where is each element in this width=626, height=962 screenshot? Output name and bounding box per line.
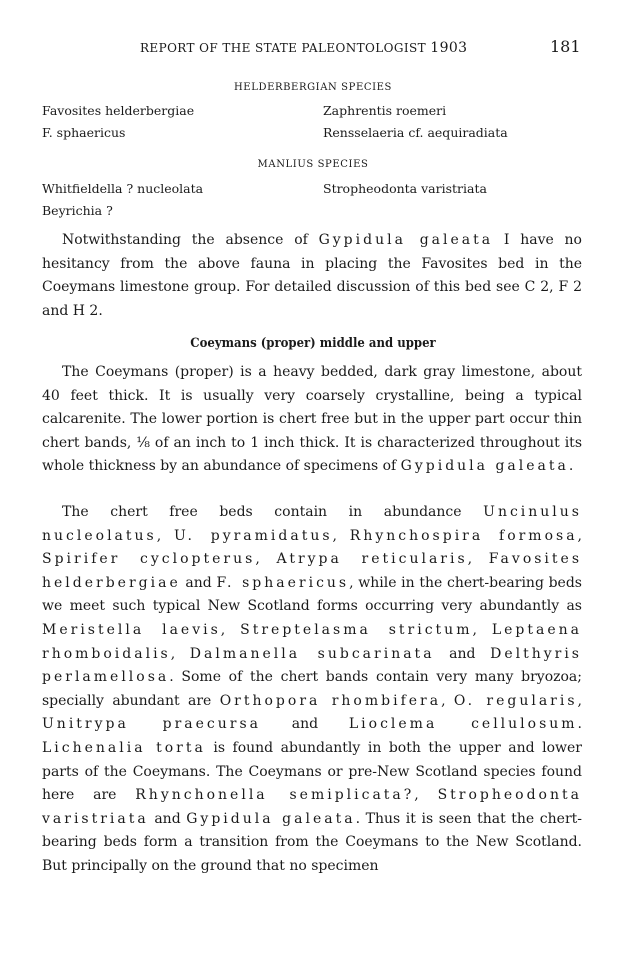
species-name: Gypidula galeata xyxy=(318,232,494,248)
species-name: F. sphaericus xyxy=(216,574,350,591)
page-number: 181 xyxy=(550,37,581,56)
running-header xyxy=(140,40,468,56)
helderbergian-label: HELDERBERGIAN SPECIES xyxy=(233,82,392,93)
species-name: Leptaena rhomboidalis xyxy=(42,621,583,662)
paragraph-chert-beds: The chert free beds contain in abundance Uncinulus nucleolatus, U. pyramidatus, Rhynchospira formosa, Spirifer cyclopterus, Atrypa reticularis, Favosites helderbergiae and F. sphaericus, while in the chert-bearing beds we meet such typical New Scotland forms occurring very abundantly as Meristella laevis, Streptelasma strictum, Leptaena rhomboidalis, Dalmanella subcarinata and Delthyris perlamellosa. Some of the chert bands contain very many bryozoa; specially abundant are Orthopora rhombifera, O. regularis, Unitrypa praecursa and Lioclema cellulosum. Lichenalia torta is found abundantly in both the upper and lower parts of the Coeymans. The Coeymans or pre-New Scotland species found here are Rhynchonella semiplicata?, Stropheodonta varistriata and Gypidula galeata. Thus it is seen that the chert-bearing beds form a transition from the Coeymans to the New Scotland. But principally on the ground that no specimen xyxy=(42,504,583,874)
species-name: Unitrypa praecursa xyxy=(42,716,261,733)
header-title: REPORT OF THE STATE PALEONTOLOGIST xyxy=(140,41,427,55)
species-name: Favosites helderbergiae xyxy=(42,551,583,591)
species-name: Uncinulus nucleolatus xyxy=(42,504,582,544)
species-name: O. regularis xyxy=(453,692,578,709)
species-name: Gypidula galeata xyxy=(400,458,569,475)
species-item: Favosites helderbergiae xyxy=(42,103,195,118)
paragraph-coeymans: The Coeymans (proper) is a heavy bedded, dark gray limestone, about 40 feet thick. It is usually very coarsely crystalline, being a typical calcarenite. The lower portion is chert free but in the upper part occur thin chert bands, ⅛ of an inch to 1 inch thick. It is characterized throughout its whole thickness by an abundance of specimens of Gypidula galeata. xyxy=(42,364,582,475)
species-name: Rhynchospira formosa xyxy=(349,527,578,544)
species-item: F. sphaericus xyxy=(42,125,126,140)
species-name: Rhynchonella semiplicata? xyxy=(135,787,415,804)
species-name: Orthopora rhombifera xyxy=(219,692,442,709)
species-name: Stropheodonta varistriata xyxy=(42,787,582,827)
species-item: Whitfieldella ? nucleolata xyxy=(42,181,204,196)
species-name: Delthyris perlamellosa xyxy=(42,645,582,686)
manlius-label: MANLIUS SPECIES xyxy=(257,159,369,170)
species-name: Lioclema cellulosum xyxy=(348,716,578,733)
species-name: Streptelasma strictum xyxy=(240,621,473,638)
paragraph-favosites: Notwithstanding the absence of Gypidula galeata I have no hesitancy from the above fauna in placing the Favosites bed in the Coeymans limestone group. For detailed discussion of this bed see C 2, F 2 and H 2. xyxy=(42,232,582,319)
species-name: Dalmanella subcarinata xyxy=(189,645,435,662)
header-year: 1903 xyxy=(430,40,468,56)
species-name: Gypidula galeata xyxy=(186,810,356,827)
species-item: Beyrichia ? xyxy=(42,203,113,218)
species-name: Spirifer cyclopterus xyxy=(42,551,256,568)
species-name: Atrypa reticularis xyxy=(276,551,468,568)
species-item: Zaphrentis roemeri xyxy=(323,103,447,118)
section-heading: Coeymans (proper) middle and upper xyxy=(190,336,436,351)
species-item: Stropheodonta varistriata xyxy=(323,181,487,196)
species-name: Lichenalia torta xyxy=(42,739,206,756)
species-item: Rensselaeria cf. aequiradiata xyxy=(323,125,508,140)
species-name: Meristella laevis xyxy=(42,621,221,638)
species-name: U. pyramidatus xyxy=(173,527,333,544)
